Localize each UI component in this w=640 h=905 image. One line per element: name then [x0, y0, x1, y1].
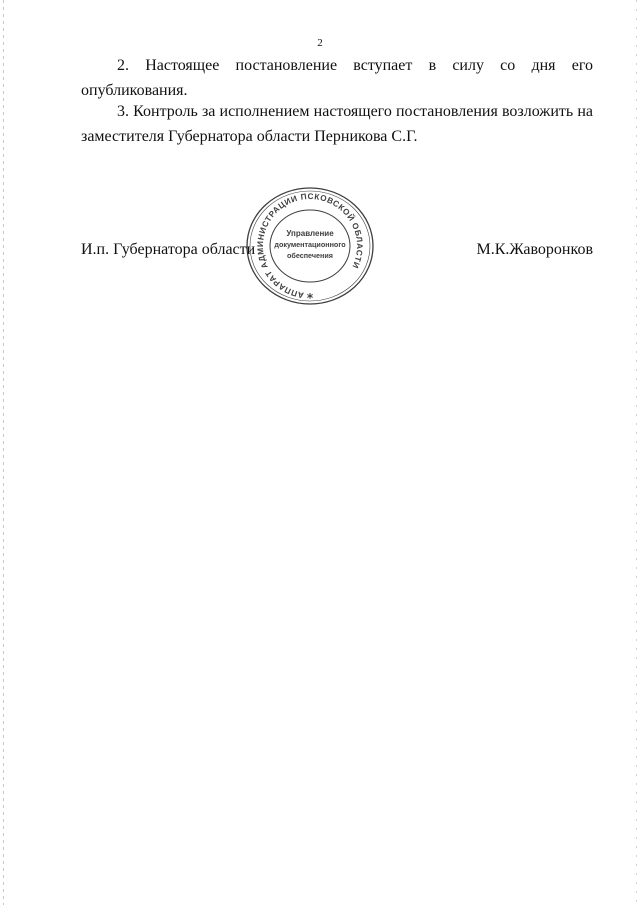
page-number: 2 — [317, 37, 323, 49]
seal-star-icon: * — [306, 291, 314, 305]
seal-center-line-2: документационного — [274, 240, 346, 249]
official-seal-stamp — [244, 186, 376, 306]
seal-center-line-1: Управление — [286, 229, 334, 238]
scan-edge-right — [636, 0, 637, 905]
seal-center-line-3: обеспечения — [286, 251, 334, 260]
scan-edge-left — [3, 0, 4, 905]
seal-ring-text: АППАРАТ АДМИНИСТРАЦИИ ПСКОВСКОЙ ОБЛАСТИ — [255, 191, 365, 300]
signer-title: И.п. Губернатора области — [81, 241, 256, 258]
paragraph-effective-date: 2. Настоящее постановление вступает в силу со дня его опубликования. — [81, 57, 593, 99]
signer-name: М.К.Жаворонков — [476, 241, 593, 258]
paragraph-control-assignment: 3. Контроль за исполнением настоящего постановления возложить на заместителя Губернатора области Перникова С.Г. — [81, 103, 593, 145]
